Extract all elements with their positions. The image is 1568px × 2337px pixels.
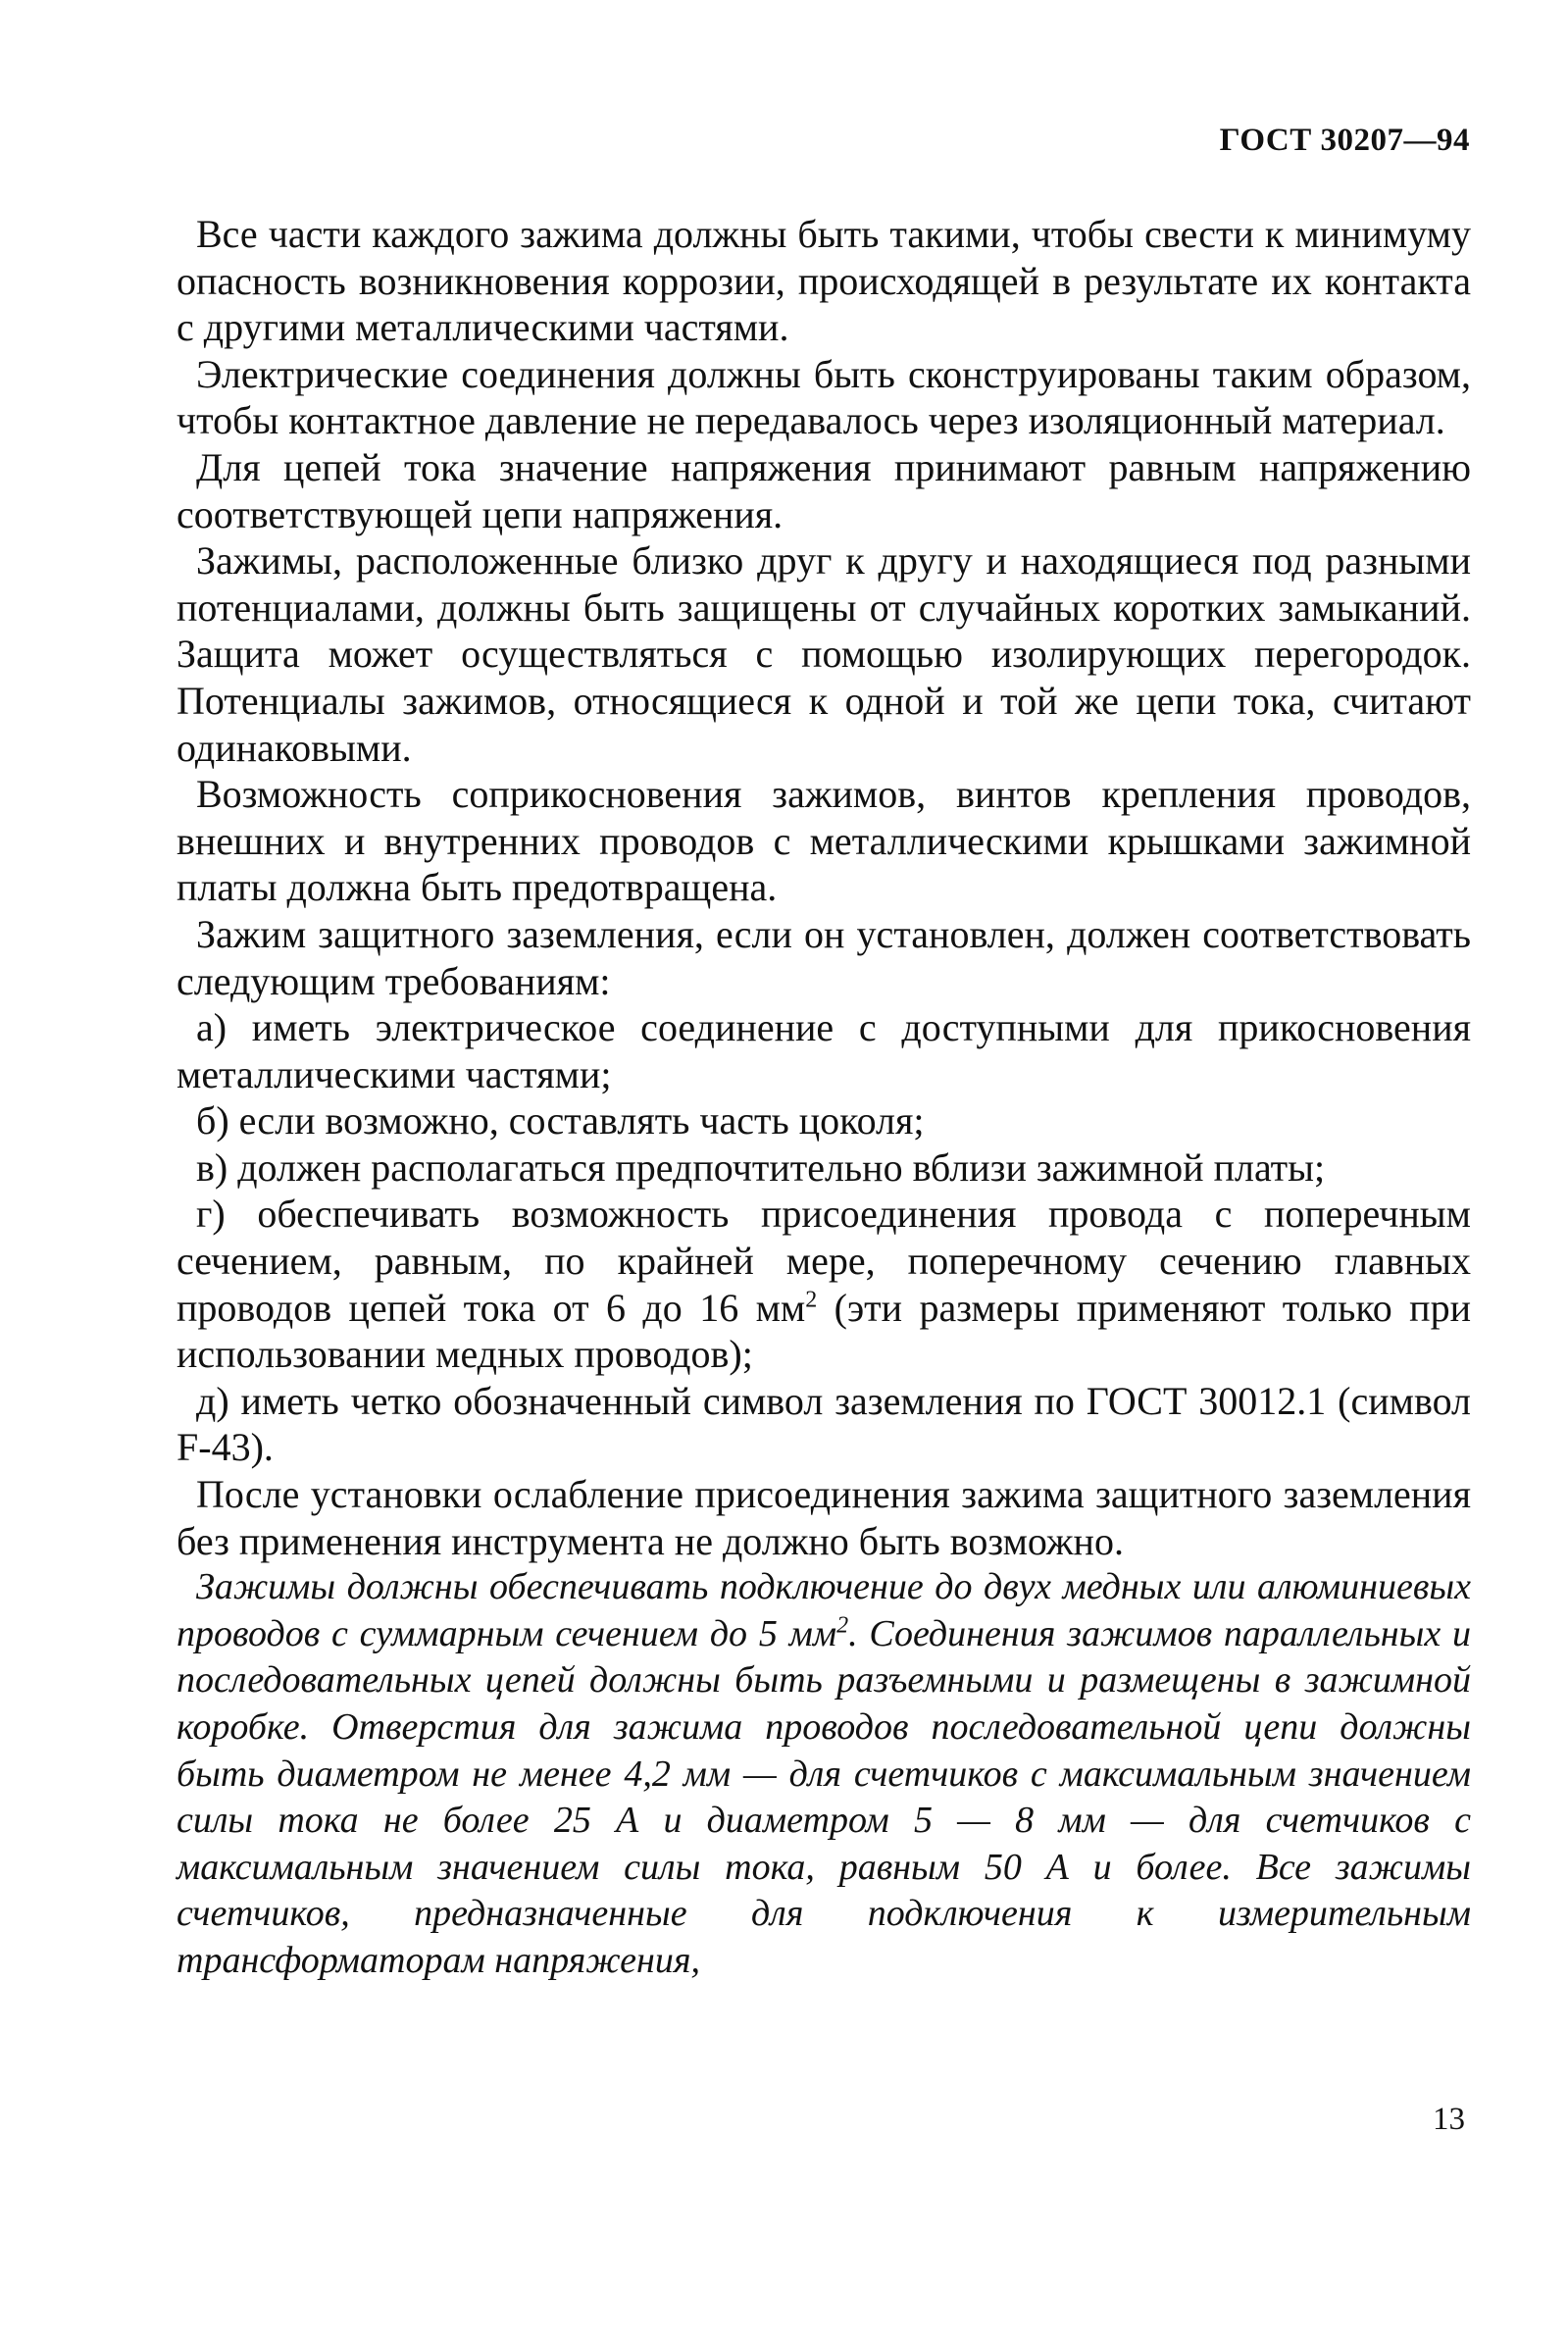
list-item-b: б) если возможно, составлять часть цоколя;	[196, 1098, 925, 1143]
paragraph-corrosion: Все части каждого зажима должны быть такими, чтобы свести к минимуму опасность возникновения коррозии, происходящей в результате их контакта с другими металлическими частями.	[177, 212, 1471, 350]
list-item-d: д) иметь четко обозначенный символ заземления по ГОСТ 30012.1 (символ F-43).	[177, 1378, 1471, 1470]
italic-superscript: 2	[836, 1612, 849, 1639]
paragraph-protective-earth-requirements: Зажим защитного заземления, если он установлен, должен соответствовать следующим требованиям:	[177, 911, 1471, 1003]
paragraph-cover-contact: Возможность соприкосновения зажимов, винтов крепления проводов, внешних и внутренних проводов с металлическими крышками зажимной платы должна быть предотвращена.	[177, 772, 1471, 910]
list-item-g-text-end: (эти размеры применяют только при использовании медных проводов);	[177, 1285, 1471, 1377]
page-number: 13	[1433, 2102, 1465, 2137]
italic-text-end: . Соединения зажимов параллельных и последовательных цепей должны быть разъемными и размещены в зажимной коробке. Отверстия для зажима проводов последовательной цепи должны быть диаметром не менее 4,2 мм — для счетчиков с максимальным значением силы тока не более 25 А и диаметром 5 — 8 мм — для счетчиков с максимальным значением силы тока, равным 50 А и более. Все зажимы счетчиков, предназначенные для подключения к измерительным трансформаторам напряжения,	[177, 1612, 1471, 1981]
list-item-g	[177, 1191, 1471, 1377]
paragraph-wire-connection-italic	[177, 1564, 1471, 1984]
list-item-g-text: г) обеспечивать возможность присоединения провода с поперечным сечением, равным, по крайней мере, поперечному сечению главных проводов цепей тока от 6 до 16 мм	[177, 1192, 1471, 1330]
body-text	[177, 211, 1471, 1985]
paragraph-current-circuit-voltage: Для цепей тока значение напряжения принимают равным напряжению соответствующей цепи напряжения.	[177, 444, 1471, 536]
document-code-header: ГОСТ 30207—94	[1219, 123, 1470, 158]
list-item-g-superscript: 2	[805, 1287, 818, 1313]
paragraph-contact-pressure: Электрические соединения должны быть сконструированы таким образом, чтобы контактное давление не передавалось через изоляционный материал.	[177, 351, 1471, 443]
list-item-a: а) иметь электрическое соединение с доступными для прикосновения металлическими частями;	[177, 1005, 1471, 1096]
list-item-v: в) должен располагаться предпочтительно вблизи зажимной платы;	[196, 1144, 1326, 1190]
paragraph-short-circuit-protection: Зажимы, расположенные близко друг к другу и находящиеся под разными потенциалами, должны быть защищены от случайных коротких замыканий. Защита может осуществляться с помощью изолирующих перегородок. Потенциалы зажимов, относящиеся к одной и той же цепи тока, считают одинаковыми.	[177, 538, 1471, 770]
italic-text-start: Зажимы должны обеспечивать подключение до двух медных или алюминиевых проводов с суммарным сечением до 5 мм	[177, 1566, 1471, 1654]
paragraph-loosening: После установки ослабление присоединения зажима защитного заземления без применения инструмента не должно быть возможно.	[177, 1472, 1471, 1563]
